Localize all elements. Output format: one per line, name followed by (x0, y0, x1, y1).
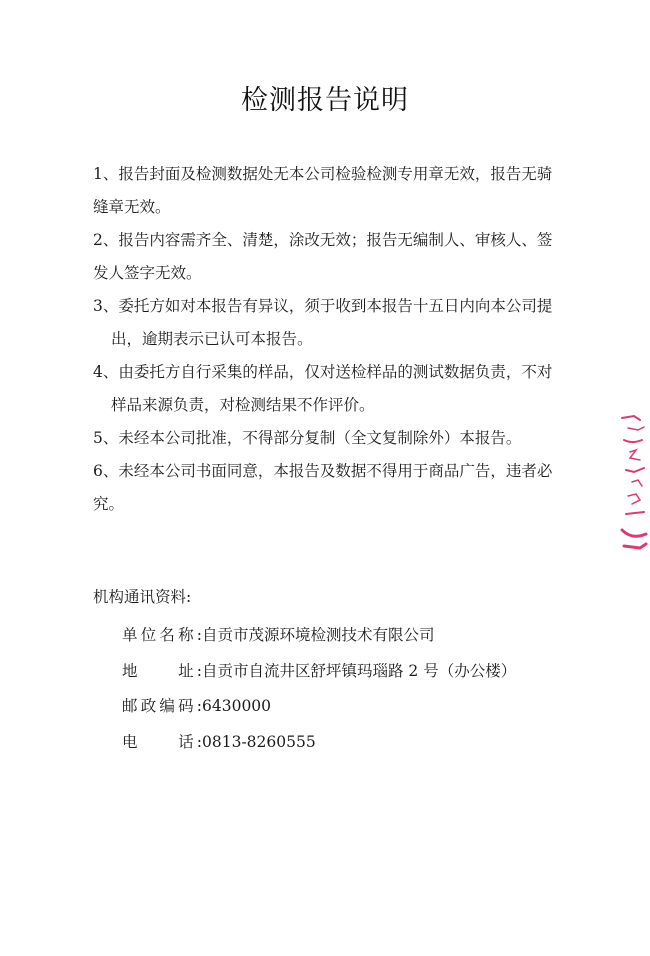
contact-row-phone (122, 730, 582, 766)
note-line: 6、未经本公司书面同意，本报告及数据不得用于商品广告，违者必 (93, 462, 553, 480)
note-line: 3、委托方如对本报告有异议，须于收到本报告十五日内向本公司提 (93, 297, 553, 315)
contact-value: 自贡市自流井区舒坪镇玛瑙路 2 号（办公楼） (202, 661, 517, 680)
note-item (93, 356, 573, 422)
contact-row-postcode (122, 694, 582, 730)
note-line: 缝章无效。 (93, 198, 171, 216)
page-title: 检测报告说明 (241, 85, 409, 116)
note-item (93, 224, 573, 290)
contact-row-company (122, 623, 582, 659)
note-item (93, 455, 573, 521)
contact-label: 单位名称: (122, 626, 202, 644)
contact-value: 6430000 (202, 697, 272, 715)
note-line: 2、报告内容需齐全、清楚，涂改无效；报告无编制人、审核人、签 (93, 231, 553, 249)
contact-row-address (122, 659, 582, 695)
contact-label: 电 话: (122, 732, 202, 751)
note-line: 5、未经本公司批准，不得部分复制（全文复制除外）本报告。 (93, 429, 522, 447)
note-line: 样品来源负责，对检测结果不作评价。 (111, 396, 375, 414)
note-line: 发人签字无效。 (93, 264, 202, 282)
note-item (93, 422, 573, 455)
contact-label: 邮政编码: (122, 697, 202, 715)
note-item (93, 158, 573, 224)
note-item (93, 290, 573, 356)
contact-value: 0813-8260555 (202, 732, 316, 751)
notes-list (93, 158, 573, 521)
seal-stamp-icon (600, 400, 650, 560)
note-line: 4、由委托方自行采集的样品，仅对送检样品的测试数据负责，不对 (93, 363, 553, 381)
note-line: 究。 (93, 495, 125, 513)
note-line: 出，逾期表示已认可本报告。 (111, 330, 313, 348)
contact-label: 地 址: (122, 661, 202, 680)
note-line: 1、报告封面及检测数据处无本公司检验检测专用章无效，报告无骑 (93, 165, 553, 183)
contact-list (122, 623, 582, 765)
contact-value: 自贡市茂源环境检测技术有限公司 (202, 626, 435, 644)
contact-heading: 机构通讯资料: (93, 588, 192, 606)
